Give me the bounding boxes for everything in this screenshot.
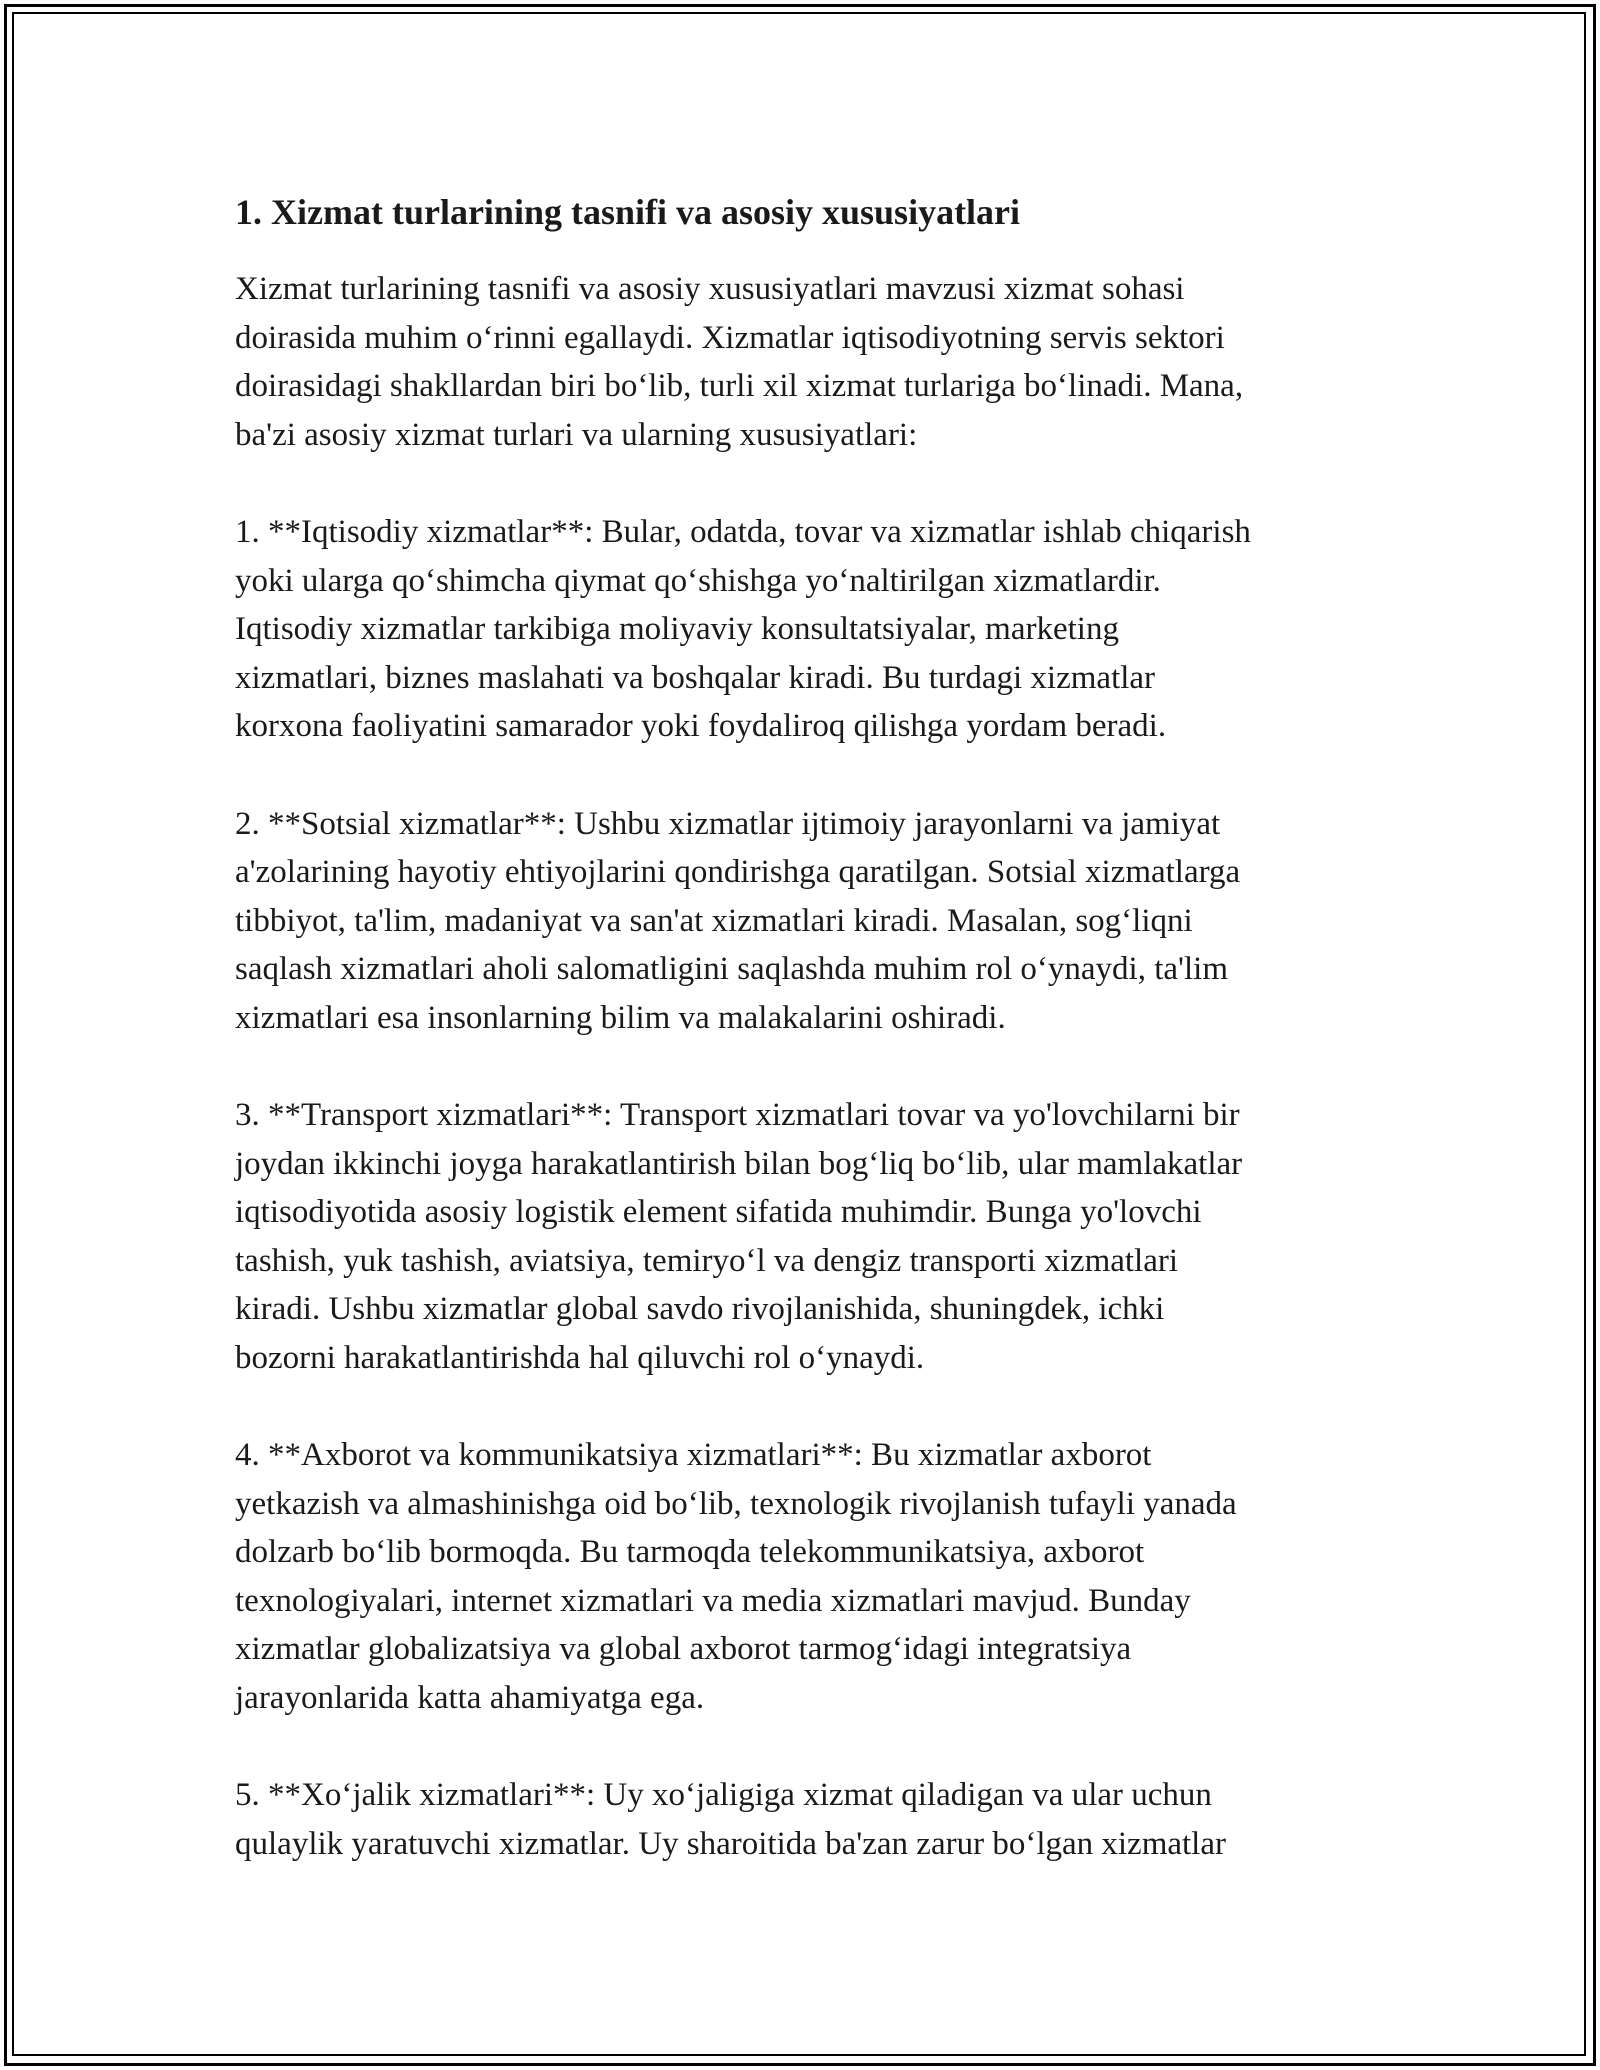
document-body bbox=[235, 187, 1385, 1917]
text-line: 5. **Xo‘jalik xizmatlari**: Uy xo‘jaligiga xizmat qiladigan va ular uchun bbox=[235, 1777, 1212, 1813]
text-line: Xizmat turlarining tasnifi va asosiy xususiyatlari mavzusi xizmat sohasi bbox=[235, 271, 1185, 307]
text-line: tibbiyot, ta'lim, madaniyat va san'at xizmatlari kiradi. Masalan, sog‘liqni bbox=[235, 902, 1193, 939]
text-line: xizmatlar globalizatsiya va global axborot tarmog‘idagi integratsiya bbox=[235, 1631, 1132, 1667]
text-line: xizmatlari esa insonlarning bilim va malakalarini oshiradi. bbox=[235, 999, 1006, 1036]
text-line: ba'zi asosiy xizmat turlari va ularning xususiyatlari: bbox=[235, 416, 918, 453]
text-line: doirasida muhim o‘rinni egallaydi. Xizmatlar iqtisodiyotning servis sektori bbox=[235, 319, 1225, 356]
text-line: 2. **Sotsial xizmatlar**: Ushbu xizmatlar ijtimoiy jarayonlarni va jamiyat bbox=[235, 805, 1221, 842]
paragraph-intro bbox=[235, 265, 1385, 459]
text-line: dolzarb bo‘lib bormoqda. Bu tarmoqda telekommunikatsiya, axborot bbox=[235, 1534, 1145, 1570]
text-line: 3. **Transport xizmatlari**: Transport xizmatlari tovar va yo'lovchilarni bir bbox=[235, 1097, 1240, 1133]
text-line: kiradi. Ushbu xizmatlar global savdo rivojlanishida, shuningdek, ichki bbox=[235, 1291, 1165, 1327]
paragraph-item-5 bbox=[235, 1771, 1385, 1868]
text-line: korxona faoliyatini samarador yoki foydaliroq qilishga yordam beradi. bbox=[235, 708, 1167, 744]
text-line: yoki ularga qo‘shimcha qiymat qo‘shishga yo‘naltirilgan xizmatlardir. bbox=[235, 562, 1161, 599]
text-line: 4. **Axborot va kommunikatsiya xizmatlari**: Bu xizmatlar axborot bbox=[235, 1437, 1152, 1473]
document-title: 1. Xizmat turlarining tasnifi va asosiy xususiyatlari bbox=[235, 192, 1021, 232]
text-line: a'zolarining hayotiy ehtiyojlarini qondirishga qaratilgan. Sotsial xizmatlarga bbox=[235, 854, 1241, 890]
text-line: tashish, yuk tashish, aviatsiya, temiryo‘l va dengiz transporti xizmatlari bbox=[235, 1242, 1179, 1279]
text-line: 1. **Iqtisodiy xizmatlar**: Bular, odatda, tovar va xizmatlar ishlab chiqarish bbox=[235, 514, 1251, 550]
text-line: doirasidagi shakllardan biri bo‘lib, turli xil xizmat turlariga bo‘linadi. Mana, bbox=[235, 368, 1244, 404]
text-line: iqtisodiyotida asosiy logistik element sifatida muhimdir. Bunga yo'lovchi bbox=[235, 1194, 1202, 1230]
paragraph-item-4 bbox=[235, 1431, 1385, 1722]
text-line: saqlash xizmatlari aholi salomatligini saqlashda muhim rol o‘ynaydi, ta'lim bbox=[235, 951, 1228, 987]
text-line: yetkazish va almashinishga oid bo‘lib, texnologik rivojlanish tufayli yanada bbox=[235, 1485, 1237, 1522]
text-line: xizmatlari, biznes maslahati va boshqalar kiradi. Bu turdagi xizmatlar bbox=[235, 659, 1156, 696]
paragraph-item-1 bbox=[235, 508, 1385, 751]
text-line: qulaylik yaratuvchi xizmatlar. Uy sharoitida ba'zan zarur bo‘lgan xizmatlar bbox=[235, 1825, 1226, 1862]
paragraph-item-2 bbox=[235, 800, 1385, 1043]
text-line: bozorni harakatlantirishda hal qiluvchi rol o‘ynaydi. bbox=[235, 1339, 925, 1376]
text-line: joydan ikkinchi joyga harakatlantirish bilan bog‘liq bo‘lib, ular mamlakatlar bbox=[235, 1145, 1243, 1182]
text-line: Iqtisodiy xizmatlar tarkibiga moliyaviy konsultatsiyalar, marketing bbox=[235, 611, 1119, 647]
paragraph-item-3 bbox=[235, 1091, 1385, 1382]
text-line: jarayonlarida katta ahamiyatga ega. bbox=[235, 1679, 705, 1716]
text-line: texnologiyalari, internet xizmatlari va media xizmatlari mavjud. Bunday bbox=[235, 1582, 1191, 1619]
